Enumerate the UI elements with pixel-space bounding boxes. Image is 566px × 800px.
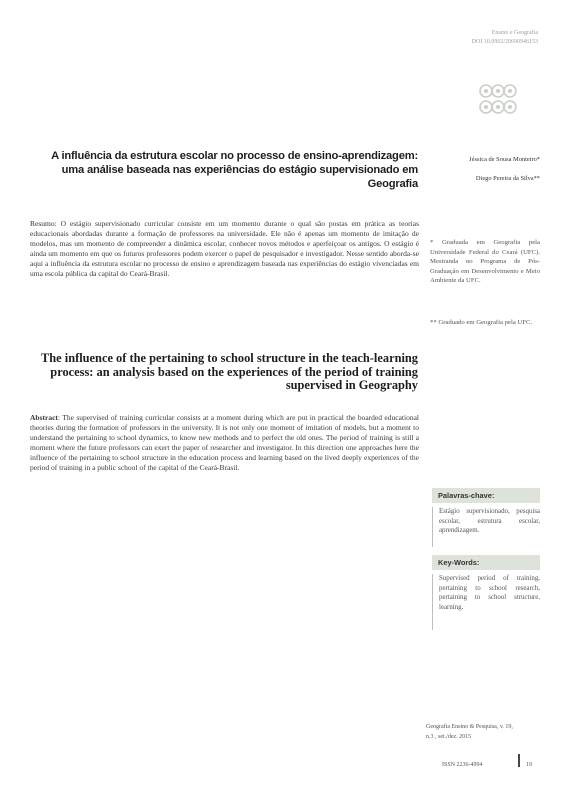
abstract-paragraph — [30, 413, 419, 474]
source-line-2: n.3 , set./dez. 2015 — [426, 734, 472, 740]
resumo-paragraph — [30, 219, 419, 280]
article-title-en: The influence of the pertaining to school structure in the teach-learning process: an analysis based on the experiences of the period of training supervised in Geography — [41, 351, 418, 393]
author-list — [430, 150, 540, 188]
doi: DOI 10.0902/20690946153 — [471, 39, 538, 45]
issn: ISSN 2236-4994 — [442, 762, 483, 768]
page-divider — [518, 754, 520, 767]
abstract-label: Abstract — [30, 413, 58, 422]
article-title-pt: A influência da estrutura escolar no processo de ensino-aprendizagem: uma análise baseada nas experiências do estágio supervisionado em Geografia — [51, 150, 418, 190]
author-1: Jéssica de Sousa Monteiro* — [469, 156, 540, 163]
journal-name: Ensino e Geografia — [491, 30, 538, 36]
journal-logo-icon — [475, 82, 519, 116]
author-2: Diego Pereira da Silva** — [475, 175, 540, 182]
page-number: 19 — [526, 762, 532, 768]
abstract-text: : The supervised of training curricular consists at a moment during which are put in practical the boarded educational theories during the formation of professors in the university. It is not only one moment of imitation of models, but a moment to understand the pertaining to school dynamics, to know new methods and to perfect the old ones. The period of training is still a moment where the future professors can exert the paper of researcher and investigator. In this direction one approaches here the influence of the pertaining to school structure in the education process and learning based on the lived deeply experiences of the period of training in a public school of the capital of the Ceará-Brasil. — [30, 413, 419, 473]
keywords-pt-label: Palavras-chave: — [432, 488, 540, 503]
author-note-2: ** Graduado em Geografia pela UFC. — [430, 319, 533, 326]
journal-source — [426, 722, 546, 742]
resumo-text: : O estágio supervisionado curricular consiste em um momento durante o qual são postas em prática as teorias educacionais abordadas durante a formação de professores na universidade. Ele não é apenas um momento de imitação de modelos, mas um momento de compreender a dinâmica escolar, conhecer novos métodos e aperfeiçoar os antigos. O estágio é ainda um momento em que os futuros professores podem exercer o papel de pesquisador e investigador. Nesse sentido aborda-se aqui a influência da estrutura escolar no processo de ensino e aprendizagem baseada nas experiências do estágio vivenciadas em uma escola pública da capital do Ceará-Brasil. — [30, 219, 419, 279]
journal-header — [472, 29, 538, 47]
keywords-en-text: Supervised period of training, pertaining to school research, pertaining to school structure, learning. — [432, 574, 540, 630]
author-note-1: * Graduada em Geografia pela Universidade Federal do Ceará (UFC). Mestranda no Programa de Pós-Graduação em Desenvolvimento e Meio Ambiente da UFC. — [430, 239, 540, 285]
keywords-en-label: Key-Words: — [432, 555, 540, 570]
keywords-pt-text: Estágio supervisionado, pesquisa escolar, estrutura escolar, aprendizagem. — [432, 507, 540, 547]
source-line-1: Geografia Ensino & Pesquisa, v. 19, — [426, 724, 513, 730]
resumo-label: Resumo — [30, 219, 55, 228]
